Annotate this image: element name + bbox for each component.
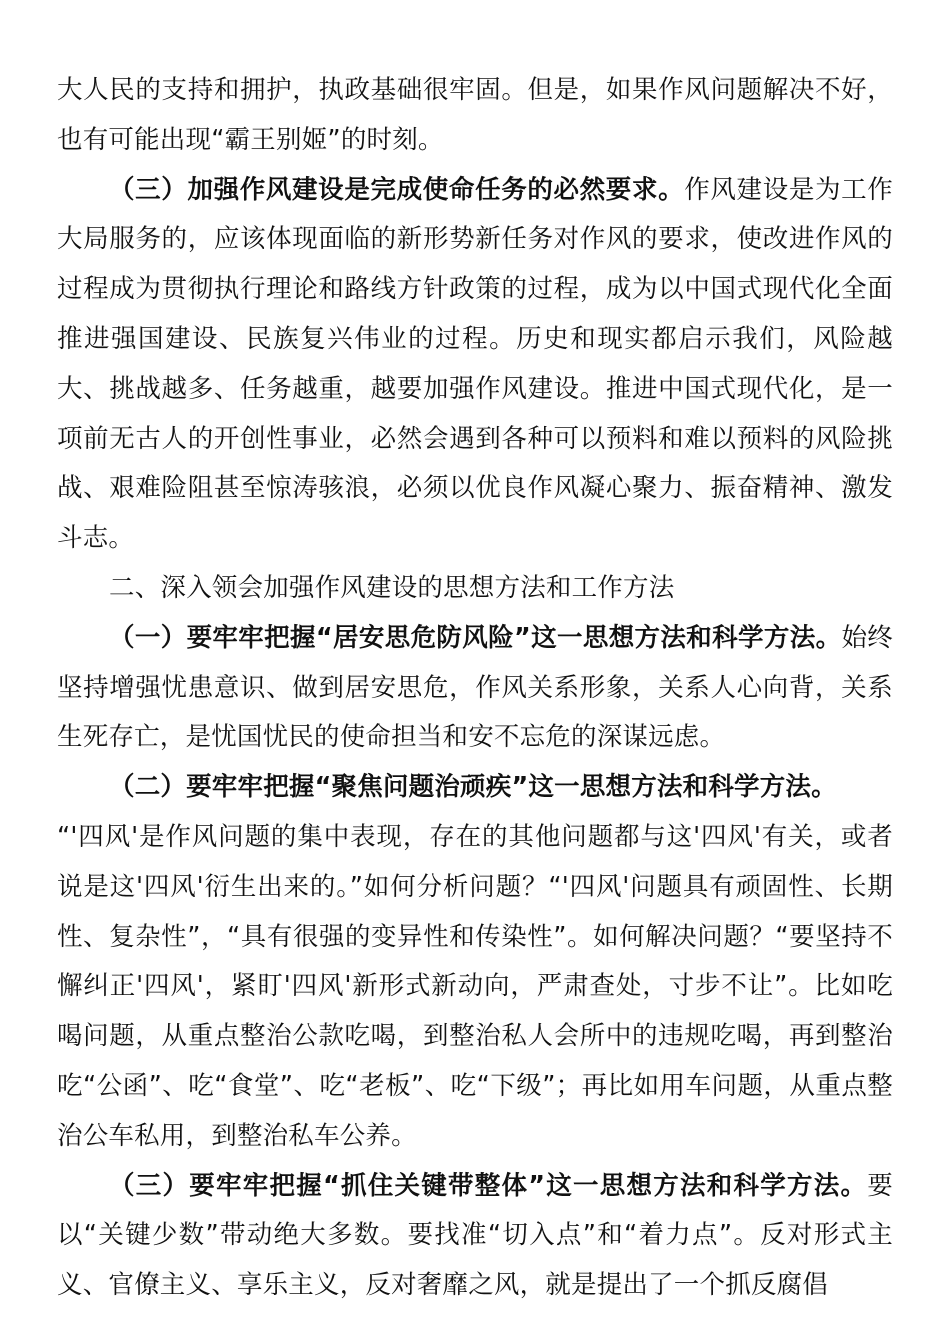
document-page bbox=[57, 66, 893, 1311]
paragraph-3 bbox=[57, 614, 893, 763]
paragraph-4-heading-line bbox=[57, 763, 893, 813]
paragraph-4-heading: （二）要牢牢把握“聚焦问题治顽疾”这一思想方法和科学方法。 bbox=[109, 772, 837, 803]
paragraph-4-text: “'四风'是作风问题的集中表现，存在的其他问题都与这'四风'有关，或者说是这'四风'衍生出来的。”如何分析问题？“'四风'问题具有顽固性、长期性、复杂性”，“具有很强的变异性和传染性”。如何解决问题？“要坚持不懈纠正'四风'，紧盯'四风'新形式新动向，严肃查处，寸步不让”。比如吃喝问题，从重点整治公款吃喝，到整治私人会所中的违规吃喝，再到整治吃“公函”、吃“食堂”、吃“老板”、吃“下级”；再比如用车问题，从重点整治公车私用，到整治私车公养。 bbox=[57, 821, 893, 1151]
paragraph-4-body bbox=[57, 813, 893, 1162]
paragraph-2 bbox=[57, 166, 893, 564]
paragraph-5-heading: （三）要牢牢把握“抓住关键带整体”这一思想方法和科学方法。 bbox=[109, 1170, 868, 1201]
paragraph-3-text: 始终坚持增强忧患意识、做到居安思危，作风关系形象，关系人心向背，关系生死存亡，是忧国忧民的使命担当和安不忘危的深谋远虑。 bbox=[57, 622, 893, 753]
paragraph-2-heading: （三）加强作风建设是完成使命任务的必然要求。 bbox=[109, 174, 685, 205]
paragraph-1 bbox=[57, 66, 893, 166]
section-heading-2-text: 二、深入领会加强作风建设的思想方法和工作方法 bbox=[109, 572, 675, 603]
paragraph-5 bbox=[57, 1162, 893, 1311]
paragraph-1-text: 大人民的支持和拥护，执政基础很牢固。但是，如果作风问题解决不好，也有可能出现“霸王别姬”的时刻。 bbox=[57, 75, 893, 155]
paragraph-5-text: 要以“关键少数”带动绝大多数。要找准“切入点”和“着力点”。反对形式主义、官僚主义、享乐主义，反对奢靡之风，就是提出了一个抓反腐倡 bbox=[57, 1170, 893, 1301]
section-heading-2 bbox=[57, 564, 893, 614]
paragraph-3-heading: （一）要牢牢把握“居安思危防风险”这一思想方法和科学方法。 bbox=[109, 622, 842, 653]
paragraph-2-text: 作风建设是为工作大局服务的，应该体现面临的新形势新任务对作风的要求，使改进作风的过程成为贯彻执行理论和路线方针政策的过程，成为以中国式现代化全面推进强国建设、民族复兴伟业的过程。历史和现实都启示我们，风险越大、挑战越多、任务越重，越要加强作风建设。推进中国式现代化，是一项前无古人的开创性事业，必然会遇到各种可以预料和难以预料的风险挑战、艰难险阻甚至惊涛骇浪，必须以优良作风凝心聚力、振奋精神、激发斗志。 bbox=[57, 174, 894, 554]
